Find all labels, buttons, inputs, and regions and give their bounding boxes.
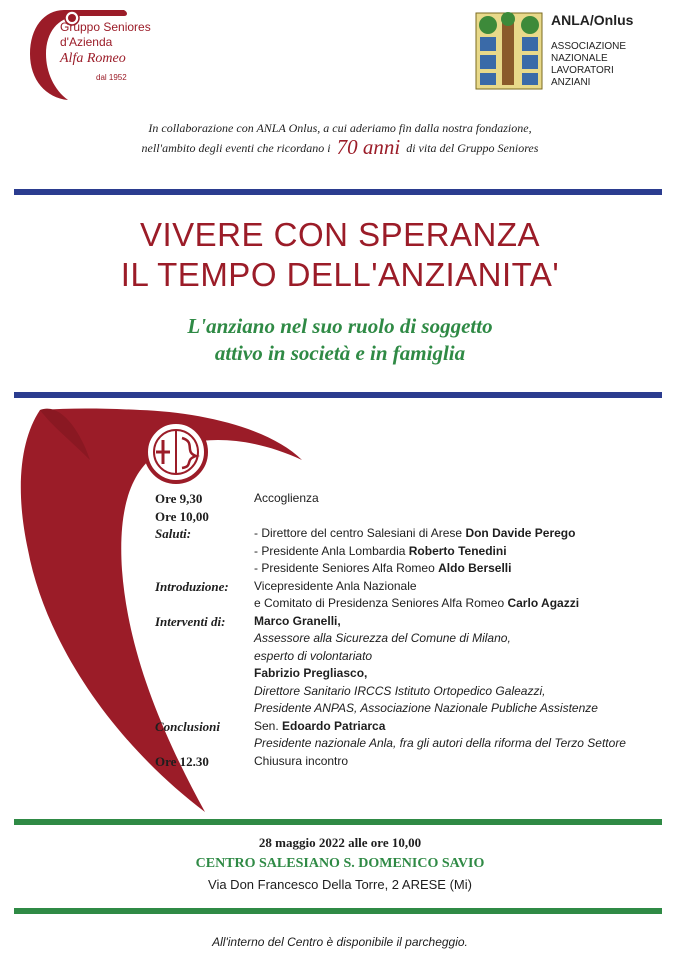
footer-divider: [14, 908, 662, 914]
logo-line-2: d'Azienda: [60, 35, 113, 49]
speaker-role: Presidente ANPAS, Associazione Nazionale Publiche Assistenze: [254, 701, 598, 715]
program-row: [155, 683, 626, 701]
program-section-label: Conclusioni: [155, 718, 221, 734]
speaker-role: esperto di volontariato: [254, 648, 373, 663]
greeting-role: - Presidente Seniores Alfa Romeo: [254, 561, 439, 575]
logo-line-1: Gruppo Seniores: [60, 20, 151, 34]
concl-prefix: Sen.: [254, 718, 283, 733]
top-divider: [14, 189, 662, 195]
anla-sub-line: LAVORATORI: [551, 65, 614, 76]
page-title: [0, 215, 680, 295]
intro-role: e Comitato di Presidenza Seniores Alfa Romeo: [254, 596, 508, 610]
title-line-1: VIVERE CON SPERANZA: [139, 216, 541, 253]
middle-divider: [14, 392, 662, 398]
program-row: [155, 753, 626, 771]
anla-title: ANLA/Onlus: [551, 12, 634, 28]
program-row: [155, 543, 626, 561]
program-row: [155, 648, 626, 666]
program-text: [254, 560, 511, 578]
collaboration-text: [0, 119, 680, 158]
greeting-role: - Direttore del centro Salesiani di Arese: [254, 526, 466, 540]
collab-line-2-after: di vita del Gruppo Seniores: [406, 141, 539, 155]
program-time: Ore 9,30: [155, 491, 203, 506]
bottom-divider: [14, 819, 662, 825]
anla-emblem-icon: [474, 11, 544, 91]
program-text: [254, 613, 341, 631]
title-line-2: IL TEMPO DELL'ANZIANITA': [120, 256, 560, 293]
event-date: 28 maggio 2022 alle ore 10,00: [258, 835, 422, 850]
program-row: [155, 525, 626, 543]
page-subtitle: [0, 313, 680, 367]
program-row: [155, 718, 626, 736]
speaker-role: Presidente nazionale Anla, fra gli autori della riforma del Terzo Settore: [254, 736, 626, 750]
program-row: [155, 613, 626, 631]
anla-sub-line: ASSOCIAZIONE: [551, 41, 627, 52]
collab-line-2: [0, 135, 680, 159]
program-text: Accoglienza: [254, 491, 319, 505]
program-row: [155, 735, 626, 753]
program-row: [155, 560, 626, 578]
program-section-label: Saluti:: [155, 526, 192, 541]
program-row: [155, 700, 626, 718]
greeting-name: Aldo Berselli: [438, 561, 512, 575]
program-row: [155, 665, 626, 683]
anla-subtitle: [551, 41, 626, 89]
intro-name: Carlo Agazzi: [507, 596, 580, 610]
greeting-name: Roberto Tenedini: [408, 543, 507, 558]
event-place: CENTRO SALESIANO S. DOMENICO SAVIO: [195, 856, 485, 871]
greeting-role: - Presidente Anla Lombardia: [254, 543, 409, 558]
speaker-name: Fabrizio Pregliasco,: [254, 666, 368, 680]
logo-line-4: dal 1952: [96, 73, 127, 82]
left-logo-text: [60, 20, 180, 82]
program-row: [155, 490, 626, 508]
program-row: [155, 630, 626, 648]
program-text: Chiusura incontro: [254, 753, 349, 768]
program-text: [254, 718, 385, 736]
program-text: [254, 665, 367, 683]
program-section-label: Introduzione:: [155, 578, 229, 594]
program-text: [254, 595, 579, 613]
program-text: Vicepresidente Anla Nazionale: [254, 578, 417, 593]
program-text: [254, 525, 575, 543]
program-section-label: Interventi di:: [155, 613, 226, 629]
program-time: Ore 10,00: [155, 508, 209, 524]
program-row: [155, 508, 626, 526]
program-list: [155, 490, 626, 770]
speaker-name: Edoardo Patriarca: [282, 718, 386, 733]
event-address: Via Don Francesco Della Torre, 2 ARESE (Mi): [208, 877, 472, 892]
speaker-name: Marco Granelli,: [254, 613, 341, 628]
program-time: Ore 12.30: [155, 753, 209, 769]
parking-note: All'interno del Centro è disponibile il parcheggio.: [212, 935, 468, 949]
collab-line-1: In collaborazione con ANLA Onlus, a cui aderiamo fin dalla nostra fondazione,: [148, 121, 532, 135]
program-row: [155, 595, 626, 613]
collab-line-2-before: nell'ambito degli eventi che ricordano i: [141, 141, 331, 155]
program-row: [155, 578, 626, 596]
subtitle-line-1: L'anziano nel suo ruolo di soggetto: [187, 314, 493, 338]
subtitle-line-2: attivo in società e in famiglia: [214, 341, 466, 365]
logo-line-3: Alfa Romeo: [60, 51, 126, 66]
speaker-role: Assessore alla Sicurezza del Comune di Milano,: [254, 631, 511, 645]
program-text: [254, 543, 507, 561]
anla-sub-line: ANZIANI: [551, 77, 591, 88]
speaker-role: Direttore Sanitario IRCCS Istituto Ortopedico Galeazzi,: [254, 683, 546, 698]
anla-sub-line: NAZIONALE: [551, 53, 608, 64]
greeting-name: Don Davide Perego: [465, 526, 576, 540]
collab-anniversary: 70 anni: [336, 135, 401, 159]
